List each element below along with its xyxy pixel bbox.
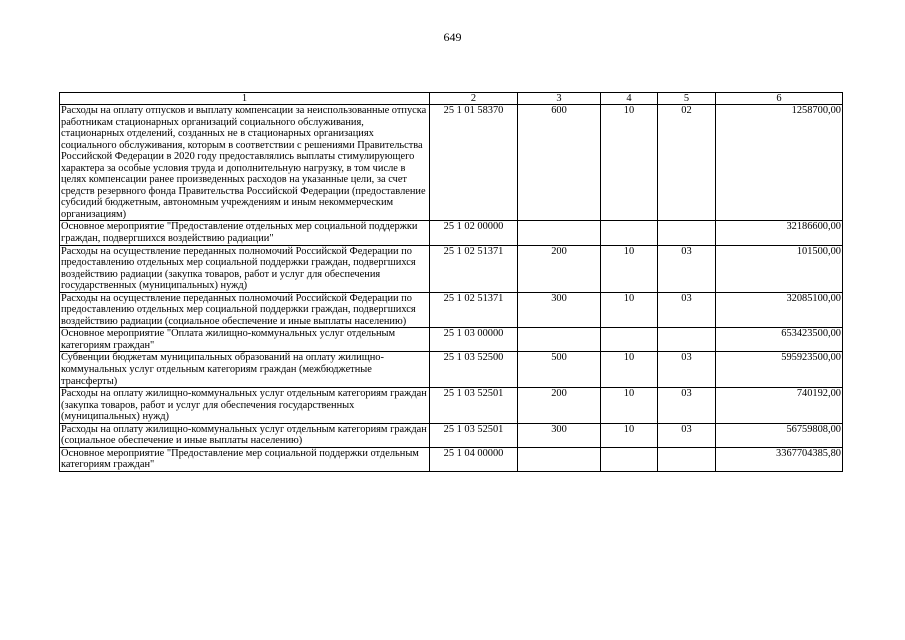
row-target-code: 25 1 03 52500 xyxy=(430,352,518,388)
row-section: 10 xyxy=(601,388,658,424)
row-subsection: 03 xyxy=(658,245,716,292)
row-target-code: 25 1 03 52501 xyxy=(430,388,518,424)
row-description: Основное мероприятие "Предоставление отдельных мер социальной поддержки граждан, подвергшихся воздействию радиации" xyxy=(60,221,430,245)
table-row xyxy=(60,105,843,221)
row-section: 10 xyxy=(601,352,658,388)
row-section xyxy=(601,221,658,245)
row-expense-type: 300 xyxy=(518,292,601,328)
page-number: 649 xyxy=(443,30,462,44)
row-description: Основное мероприятие "Предоставление мер социальной поддержки отдельным категориям граждан" xyxy=(60,447,430,471)
table-row xyxy=(60,328,843,352)
row-description: Основное мероприятие "Оплата жилищно-коммунальных услуг отдельным категориям граждан" xyxy=(60,328,430,352)
row-target-code: 25 1 02 51371 xyxy=(430,245,518,292)
row-description: Расходы на осуществление переданных полномочий Российской Федерации по предоставлению отдельных мер социальной поддержки граждан, подвергшихся воздействию радиации (закупка товаров, работ и услуг для обеспечения государственных (муниципальных) нужд) xyxy=(60,245,430,292)
row-expense-type: 300 xyxy=(518,423,601,447)
row-expense-type: 200 xyxy=(518,245,601,292)
row-subsection: 02 xyxy=(658,105,716,221)
table-header-row xyxy=(60,93,843,105)
column-header-3: 3 xyxy=(518,93,601,105)
row-section xyxy=(601,447,658,471)
row-section: 10 xyxy=(601,245,658,292)
row-expense-type xyxy=(518,328,601,352)
row-subsection xyxy=(658,328,716,352)
row-expense-type: 500 xyxy=(518,352,601,388)
table-row xyxy=(60,292,843,328)
row-amount: 101500,00 xyxy=(716,245,843,292)
table-row xyxy=(60,423,843,447)
row-description: Расходы на оплату жилищно-коммунальных услуг отдельным категориям граждан (закупка товаров, работ и услуг для обеспечения государственных (муниципальных) нужд) xyxy=(60,388,430,424)
row-amount: 56759808,00 xyxy=(716,423,843,447)
row-description: Субвенции бюджетам муниципальных образований на оплату жилищно-коммунальных услуг отдельным категориям граждан (межбюджетные трансферты) xyxy=(60,352,430,388)
table-row xyxy=(60,388,843,424)
row-subsection xyxy=(658,447,716,471)
table-row xyxy=(60,221,843,245)
row-description: Расходы на оплату жилищно-коммунальных услуг отдельным категориям граждан (социальное обеспечение и иные выплаты населению) xyxy=(60,423,430,447)
column-header-2: 2 xyxy=(430,93,518,105)
column-header-6: 6 xyxy=(716,93,843,105)
row-amount: 1258700,00 xyxy=(716,105,843,221)
row-amount: 3367704385,80 xyxy=(716,447,843,471)
row-target-code: 25 1 03 52501 xyxy=(430,423,518,447)
row-section: 10 xyxy=(601,292,658,328)
table-row xyxy=(60,447,843,471)
row-section xyxy=(601,328,658,352)
row-target-code: 25 1 03 00000 xyxy=(430,328,518,352)
row-subsection xyxy=(658,221,716,245)
column-header-5: 5 xyxy=(658,93,716,105)
row-section: 10 xyxy=(601,423,658,447)
row-amount: 740192,00 xyxy=(716,388,843,424)
row-expense-type: 200 xyxy=(518,388,601,424)
row-subsection: 03 xyxy=(658,423,716,447)
row-amount: 32085100,00 xyxy=(716,292,843,328)
row-description: Расходы на оплату отпусков и выплату компенсации за неиспользованные отпуска работникам стационарных организаций социального обслуживания, стационарных отделений, созданных не в стационарных организациях социального обслуживания, которым в соответствии с решениями Правительства Российской Федерации в 2020 году предоставлялись выплаты стимулирующего характера за особые условия труда и дополнительную нагрузку, в том числе в целях компенсации ранее произведенных расходов на указанные цели, за счет средств резервного фонда Правительства Российской Федерации (предоставление субсидий бюджетным, автономным учреждениям и иным некоммерческим организациям) xyxy=(60,105,430,221)
table-row xyxy=(60,245,843,292)
row-subsection: 03 xyxy=(658,388,716,424)
row-subsection: 03 xyxy=(658,352,716,388)
row-expense-type: 600 xyxy=(518,105,601,221)
row-target-code: 25 1 02 51371 xyxy=(430,292,518,328)
row-description: Расходы на осуществление переданных полномочий Российской Федерации по предоставлению отдельных мер социальной поддержки граждан, подвергшихся воздействию радиации (социальное обеспечение и иные выплаты населению) xyxy=(60,292,430,328)
table-row xyxy=(60,352,843,388)
row-expense-type xyxy=(518,221,601,245)
row-target-code: 25 1 01 58370 xyxy=(430,105,518,221)
column-header-4: 4 xyxy=(601,93,658,105)
row-amount: 32186600,00 xyxy=(716,221,843,245)
row-expense-type xyxy=(518,447,601,471)
row-amount: 653423500,00 xyxy=(716,328,843,352)
budget-table xyxy=(59,92,843,472)
row-subsection: 03 xyxy=(658,292,716,328)
row-amount: 595923500,00 xyxy=(716,352,843,388)
row-section: 10 xyxy=(601,105,658,221)
column-header-1: 1 xyxy=(60,93,430,105)
row-target-code: 25 1 04 00000 xyxy=(430,447,518,471)
row-target-code: 25 1 02 00000 xyxy=(430,221,518,245)
